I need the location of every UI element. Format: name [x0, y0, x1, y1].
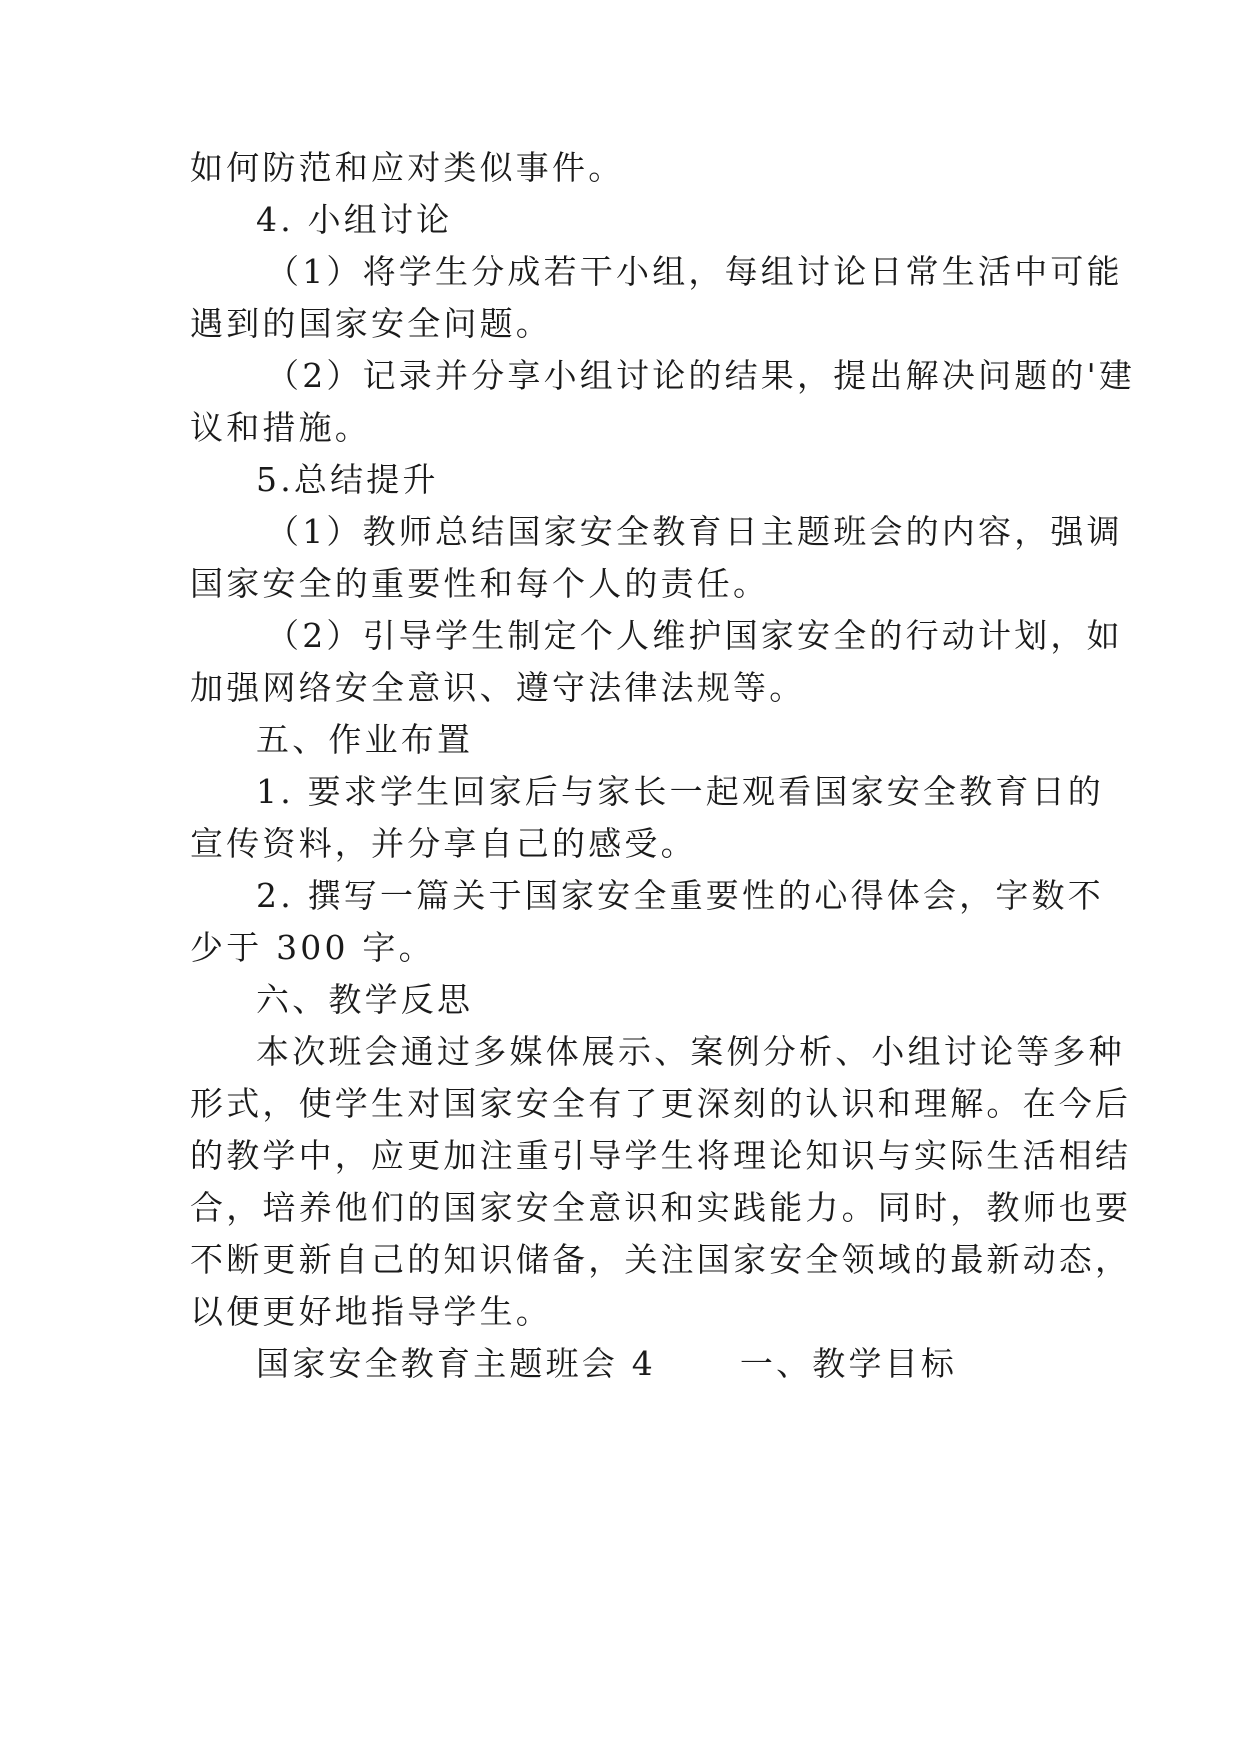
section-heading: 一、教学目标 [739, 1344, 958, 1383]
paragraph-line: （1）教师总结国家安全教育日主题班会的内容，强调 [266, 512, 1123, 551]
paragraph-line: 少于 300 字。 [190, 928, 435, 967]
paragraph-line: 2. 撰写一篇关于国家安全重要性的心得体会，字数不 [256, 876, 1104, 915]
paragraph-line: 议和措施。 [190, 408, 371, 447]
section-heading: 4. 小组讨论 [256, 200, 453, 239]
paragraph-line: 的教学中，应更加注重引导学生将理论知识与实际生活相结 [190, 1136, 1132, 1175]
paragraph-line: 形式，使学生对国家安全有了更深刻的认识和理解。在今后 [190, 1084, 1132, 1123]
document-title: 国家安全教育主题班会 4 [256, 1344, 656, 1383]
section-heading: 五、作业布置 [256, 720, 474, 759]
paragraph-line: 以便更好地指导学生。 [190, 1292, 552, 1331]
paragraph-line: 遇到的国家安全问题。 [190, 304, 552, 343]
paragraph-line: 不断更新自己的知识储备，关注国家安全领域的最新动态， [190, 1240, 1132, 1279]
document-title-line [256, 1344, 1060, 1384]
paragraph-line: 国家安全的重要性和每个人的责任。 [190, 564, 770, 603]
paragraph-line: （2）引导学生制定个人维护国家安全的行动计划，如 [266, 616, 1123, 655]
section-heading: 六、教学反思 [256, 980, 474, 1019]
paragraph-line: 1. 要求学生回家后与家长一起观看国家安全教育日的 [256, 772, 1104, 811]
paragraph-line: （2）记录并分享小组讨论的结果，提出解决问题的'建 [266, 356, 1136, 395]
paragraph-line: 如何防范和应对类似事件。 [190, 148, 625, 187]
paragraph-line: 合，培养他们的国家安全意识和实践能力。同时，教师也要 [190, 1188, 1132, 1227]
section-heading: 5.总结提升 [256, 460, 439, 499]
paragraph-line: （1）将学生分成若干小组，每组讨论日常生活中可能 [266, 252, 1123, 291]
paragraph-line: 本次班会通过多媒体展示、案例分析、小组讨论等多种 [256, 1032, 1125, 1071]
paragraph-line: 加强网络安全意识、遵守法律法规等。 [190, 668, 806, 707]
paragraph-line: 宣传资料，并分享自己的感受。 [190, 824, 697, 863]
